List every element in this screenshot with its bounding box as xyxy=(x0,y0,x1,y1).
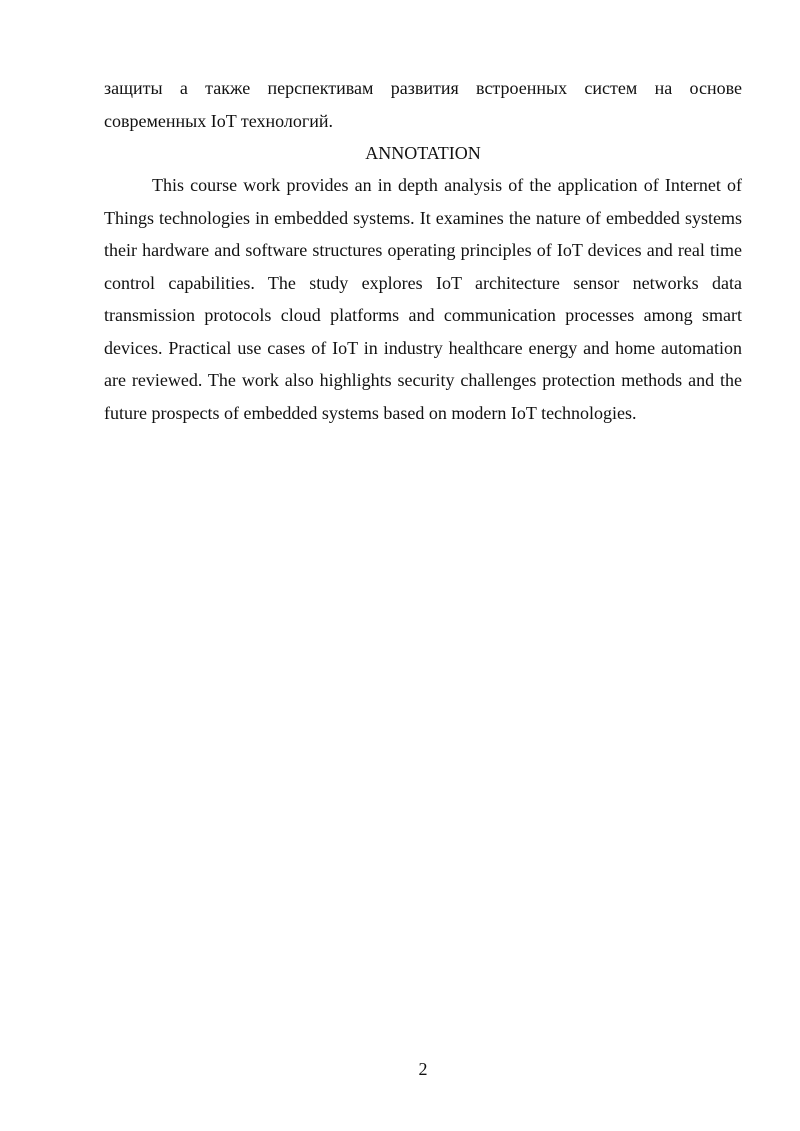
continuation-line-2: современных IoT технологий. xyxy=(104,110,334,131)
annotation-paragraph: This course work provides an in depth analysis of the application of Internet of Things technologies in embedded systems. It examines the nature of embedded systems their hardware and software structures operating principles of IoT devices and real time control capabilities. The study explores IoT architecture sensor networks data transmission protocols cloud platforms and communication processes among smart devices. Practical use cases of IoT in industry healthcare energy and home automation are reviewed. The work also highlights security challenges protection methods and the future prospects of embedded systems based on modern IoT technologies. xyxy=(104,175,742,423)
continuation-paragraph xyxy=(104,72,742,137)
page-number: 2 xyxy=(418,1059,428,1079)
annotation-section xyxy=(104,169,742,429)
annotation-heading: ANNOTATION xyxy=(365,143,481,163)
continuation-line-1: защиты а также перспективам развития встроенных систем на основе xyxy=(104,78,742,98)
